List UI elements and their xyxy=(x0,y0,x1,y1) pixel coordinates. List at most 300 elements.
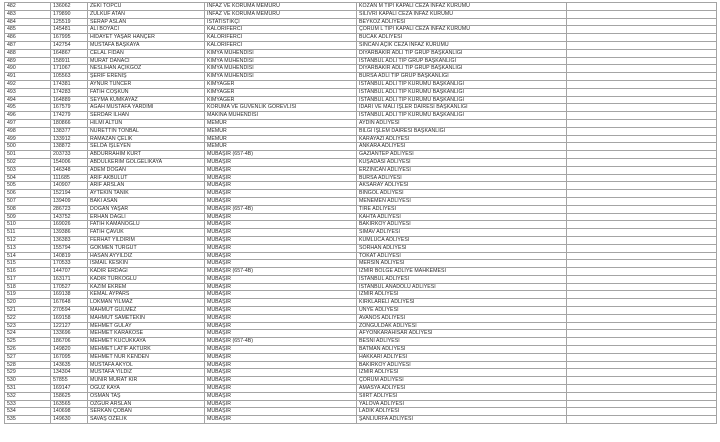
empty-cell xyxy=(567,268,717,276)
row-number: 508 xyxy=(5,205,51,213)
row-number: 524 xyxy=(5,330,51,338)
empty-cell xyxy=(567,18,717,26)
registry-number: 170533 xyxy=(51,260,88,268)
empty-cell xyxy=(567,127,717,135)
registry-number: 139409 xyxy=(51,197,88,205)
row-number: 497 xyxy=(5,119,51,127)
person-name: SELDA İŞLEYEN xyxy=(88,143,205,151)
empty-cell xyxy=(567,353,717,361)
person-name: İSMAİL KESKİN xyxy=(88,260,205,268)
row-number: 530 xyxy=(5,377,51,385)
institution-name: GAZİANTEP ADLİYESİ xyxy=(357,151,567,159)
empty-cell xyxy=(567,229,717,237)
position-title: MUBAŞİR xyxy=(205,299,357,307)
row-number: 484 xyxy=(5,18,51,26)
registry-number: 167095 xyxy=(51,353,88,361)
institution-name: İSTANBUL ADLİ TIP GRUP BAŞKANLIĞI xyxy=(357,57,567,65)
registry-number: 105563 xyxy=(51,73,88,81)
registry-number: 145481 xyxy=(51,26,88,34)
position-title: KORUMA VE GÜVENLİK GÖREVLİSİ xyxy=(205,104,357,112)
institution-name: SİLİVRİ KAPALI CEZA İNFAZ KURUMU xyxy=(357,10,567,18)
personnel-table-body xyxy=(5,3,717,424)
position-title: MEMUR xyxy=(205,135,357,143)
position-title: MUBAŞİR xyxy=(205,400,357,408)
institution-name: AVANOS ADLİYESİ xyxy=(357,314,567,322)
registry-number: 144707 xyxy=(51,268,88,276)
row-number: 517 xyxy=(5,275,51,283)
person-name: MEHMET KARAKÖSE xyxy=(88,330,205,338)
row-number: 498 xyxy=(5,127,51,135)
table-row xyxy=(5,299,717,307)
registry-number: 155794 xyxy=(51,244,88,252)
registry-number: 136062 xyxy=(51,3,88,11)
empty-cell xyxy=(567,307,717,315)
person-name: ARİF AKBULUT xyxy=(88,174,205,182)
table-row xyxy=(5,65,717,73)
person-name: RAMAZAN ÇELİK xyxy=(88,135,205,143)
empty-cell xyxy=(567,88,717,96)
row-number: 518 xyxy=(5,283,51,291)
row-number: 504 xyxy=(5,174,51,182)
table-row xyxy=(5,3,717,11)
registry-number: 286723 xyxy=(51,205,88,213)
table-row xyxy=(5,244,717,252)
empty-cell xyxy=(567,3,717,11)
institution-name: KARAYAZI ADLİYESİ xyxy=(357,135,567,143)
table-row xyxy=(5,416,717,424)
position-title: MUBAŞİR xyxy=(205,166,357,174)
empty-cell xyxy=(567,112,717,120)
registry-number: 138377 xyxy=(51,127,88,135)
table-row xyxy=(5,119,717,127)
position-title: MUBAŞİR xyxy=(205,244,357,252)
empty-cell xyxy=(567,244,717,252)
position-title: MUBAŞİR xyxy=(205,182,357,190)
position-title: MUBAŞİR xyxy=(205,283,357,291)
institution-name: İDARİ VE MALİ İŞLER DAİRESİ BAŞKANLIĞI xyxy=(357,104,567,112)
position-title: MUBAŞİR xyxy=(205,174,357,182)
row-number: 513 xyxy=(5,244,51,252)
empty-cell xyxy=(567,158,717,166)
table-row xyxy=(5,96,717,104)
empty-cell xyxy=(567,361,717,369)
row-number: 496 xyxy=(5,112,51,120)
position-title: MUBAŞİR xyxy=(205,221,357,229)
institution-name: ÜNYE ADLİYESİ xyxy=(357,307,567,315)
row-number: 493 xyxy=(5,88,51,96)
person-name: OSMAN TAŞ xyxy=(88,392,205,400)
registry-number: 149630 xyxy=(51,416,88,424)
position-title: İNFAZ VE KORUMA MEMURU xyxy=(205,3,357,11)
empty-cell xyxy=(567,213,717,221)
position-title: KİMYAGER xyxy=(205,96,357,104)
empty-cell xyxy=(567,338,717,346)
position-title: MUBAŞİR xyxy=(205,252,357,260)
registry-number: 167579 xyxy=(51,104,88,112)
person-name: MUSTAFA YILDIZ xyxy=(88,369,205,377)
registry-number: 134304 xyxy=(51,369,88,377)
registry-number: 186706 xyxy=(51,338,88,346)
empty-cell xyxy=(567,151,717,159)
row-number: 487 xyxy=(5,41,51,49)
institution-name: AFYONKARAHİSAR ADLİYESİ xyxy=(357,330,567,338)
empty-cell xyxy=(567,182,717,190)
institution-name: LADİK ADLİYESİ xyxy=(357,408,567,416)
table-row xyxy=(5,182,717,190)
empty-cell xyxy=(567,291,717,299)
table-row xyxy=(5,57,717,65)
position-title: MUBAŞİR xyxy=(205,236,357,244)
row-number: 526 xyxy=(5,346,51,354)
person-name: ŞERİF ERENIŞ xyxy=(88,73,205,81)
registry-number: 138872 xyxy=(51,143,88,151)
position-title: MUBAŞİR xyxy=(205,190,357,198)
person-name: GÖKMEN TURĞUT xyxy=(88,244,205,252)
institution-name: ÇORUM L TİPİ KAPALI CEZA İNFAZ KURUMU xyxy=(357,26,567,34)
person-name: MAHMUT GÜLMEZ xyxy=(88,307,205,315)
row-number: 491 xyxy=(5,73,51,81)
person-name: MEHMET LATİF AKTÜRK xyxy=(88,346,205,354)
person-name: SERAP ASLAN xyxy=(88,18,205,26)
institution-name: BATMAN ADLİYESİ xyxy=(357,346,567,354)
table-row xyxy=(5,213,717,221)
institution-name: BURSA ADLİYESİ xyxy=(357,174,567,182)
row-number: 534 xyxy=(5,408,51,416)
person-name: KAZIM EKREM xyxy=(88,283,205,291)
empty-cell xyxy=(567,166,717,174)
empty-cell xyxy=(567,73,717,81)
person-name: HASAN AYYILDIZ xyxy=(88,252,205,260)
position-title: KİMYA MÜHENDİSİ xyxy=(205,49,357,57)
table-row xyxy=(5,88,717,96)
table-row xyxy=(5,229,717,237)
position-title: MUBAŞİR xyxy=(205,197,357,205)
institution-name: HAKKARİ ADLİYESİ xyxy=(357,353,567,361)
registry-number: 111685 xyxy=(51,174,88,182)
position-title: MUBAŞİR xyxy=(205,158,357,166)
person-name: HİDAYET YAŞAR HANÇER xyxy=(88,34,205,42)
table-row xyxy=(5,338,717,346)
institution-name: ANKARA ADLİYESİ xyxy=(357,143,567,151)
position-title: MUBAŞİR xyxy=(205,392,357,400)
person-name: SAVAŞ ÖZELİK xyxy=(88,416,205,424)
row-number: 520 xyxy=(5,299,51,307)
registry-number: 133912 xyxy=(51,135,88,143)
table-row xyxy=(5,197,717,205)
table-row xyxy=(5,236,717,244)
person-name: FATİH KAMANOĞLU xyxy=(88,221,205,229)
table-row xyxy=(5,18,717,26)
empty-cell xyxy=(567,135,717,143)
empty-cell xyxy=(567,408,717,416)
position-title: MUBAŞİR xyxy=(205,361,357,369)
position-title: MUBAŞİR xyxy=(205,408,357,416)
person-name: ADEM DOĞAN xyxy=(88,166,205,174)
registry-number: 164867 xyxy=(51,49,88,57)
table-row xyxy=(5,330,717,338)
row-number: 533 xyxy=(5,400,51,408)
table-row xyxy=(5,314,717,322)
table-row xyxy=(5,127,717,135)
institution-name: BESNİ ADLİYESİ xyxy=(357,338,567,346)
person-name: KADİR ERDAĞI xyxy=(88,268,205,276)
person-name: KADİR TÜRKOĞLU xyxy=(88,275,205,283)
table-row xyxy=(5,353,717,361)
table-row xyxy=(5,283,717,291)
person-name: ZEKİ TOPCU xyxy=(88,3,205,11)
institution-name: TİRE ADLİYESİ xyxy=(357,205,567,213)
person-name: ALİ BOYACI xyxy=(88,26,205,34)
table-row xyxy=(5,104,717,112)
row-number: 502 xyxy=(5,158,51,166)
empty-cell xyxy=(567,377,717,385)
registry-number: 133696 xyxy=(51,330,88,338)
person-name: LOKMAN YILMAZ xyxy=(88,299,205,307)
institution-name: AMASYA ADLİYESİ xyxy=(357,385,567,393)
person-name: SERKAN ÇOBAN xyxy=(88,408,205,416)
person-name: FATİH COŞKUN xyxy=(88,88,205,96)
empty-cell xyxy=(567,221,717,229)
person-name: MEHMET GÜLAY xyxy=(88,322,205,330)
empty-cell xyxy=(567,174,717,182)
row-number: 515 xyxy=(5,260,51,268)
empty-cell xyxy=(567,314,717,322)
table-row xyxy=(5,174,717,182)
row-number: 529 xyxy=(5,369,51,377)
registry-number: 140819 xyxy=(51,252,88,260)
person-name: BAKİ ASAN xyxy=(88,197,205,205)
registry-number: 140698 xyxy=(51,408,88,416)
institution-name: İSTANBUL ADLİ TIP KURUMU BAŞKANLIĞI xyxy=(357,112,567,120)
position-title: MUBAŞİR xyxy=(205,385,357,393)
position-title: MUBAŞİR xyxy=(205,369,357,377)
row-number: 499 xyxy=(5,135,51,143)
row-number: 482 xyxy=(5,3,51,11)
row-number: 535 xyxy=(5,416,51,424)
empty-cell xyxy=(567,322,717,330)
registry-number: 158911 xyxy=(51,57,88,65)
table-row xyxy=(5,252,717,260)
person-name: NESLİHAN AÇIKGÖZ xyxy=(88,65,205,73)
institution-name: İZMİR BÖLGE ADLİYE MAHKEMESİ xyxy=(357,268,567,276)
table-row xyxy=(5,26,717,34)
row-number: 531 xyxy=(5,385,51,393)
table-row xyxy=(5,275,717,283)
table-row xyxy=(5,408,717,416)
institution-name: KUMLUCA ADLİYESİ xyxy=(357,236,567,244)
position-title: MUBAŞİR xyxy=(205,322,357,330)
table-row xyxy=(5,49,717,57)
position-title: MUBAŞİR (657-4B) xyxy=(205,338,357,346)
row-number: 483 xyxy=(5,10,51,18)
row-number: 500 xyxy=(5,143,51,151)
institution-name: ZONGULDAK ADLİYESİ xyxy=(357,322,567,330)
table-row xyxy=(5,307,717,315)
table-row xyxy=(5,268,717,276)
table-row xyxy=(5,221,717,229)
institution-name: ŞANLIURFA ADLİYESİ xyxy=(357,416,567,424)
position-title: İSTATİSTİKÇİ xyxy=(205,18,357,26)
institution-name: İSTANBUL ADLİ TIP KURUMU BAŞKANLIĞI xyxy=(357,96,567,104)
person-name: AYNUR TUNCER xyxy=(88,80,205,88)
table-row xyxy=(5,385,717,393)
table-row xyxy=(5,291,717,299)
person-name: MUSTAFA BAŞKAYA xyxy=(88,41,205,49)
row-number: 509 xyxy=(5,213,51,221)
person-name: HİLMİ ALTUN xyxy=(88,119,205,127)
position-title: MUBAŞİR xyxy=(205,307,357,315)
person-name: ZÜLKÜF ATAN xyxy=(88,10,205,18)
institution-name: ERZİNCAN ADLİYESİ xyxy=(357,166,567,174)
institution-name: BURSA ADLİ TIP GRUP BAŞKANLIĞI xyxy=(357,73,567,81)
person-name: FERHAT YILDIRIM xyxy=(88,236,205,244)
row-number: 503 xyxy=(5,166,51,174)
empty-cell xyxy=(567,299,717,307)
institution-name: AYDIN ADLİYESİ xyxy=(357,119,567,127)
table-row xyxy=(5,34,717,42)
empty-cell xyxy=(567,385,717,393)
registry-number: 174283 xyxy=(51,88,88,96)
registry-number: 163565 xyxy=(51,400,88,408)
table-row xyxy=(5,135,717,143)
table-row xyxy=(5,190,717,198)
registry-number: 143752 xyxy=(51,213,88,221)
table-row xyxy=(5,322,717,330)
empty-cell xyxy=(567,119,717,127)
registry-number: 203733 xyxy=(51,151,88,159)
empty-cell xyxy=(567,400,717,408)
institution-name: İZMİR ADLİYESİ xyxy=(357,291,567,299)
registry-number: 163171 xyxy=(51,275,88,283)
registry-number: 158625 xyxy=(51,392,88,400)
position-title: MAKİNA MÜHENDİSİ xyxy=(205,112,357,120)
row-number: 492 xyxy=(5,80,51,88)
position-title: MUBAŞİR (657-4B) xyxy=(205,268,357,276)
registry-number: 152194 xyxy=(51,190,88,198)
row-number: 506 xyxy=(5,190,51,198)
table-row xyxy=(5,41,717,49)
empty-cell xyxy=(567,346,717,354)
empty-cell xyxy=(567,57,717,65)
row-number: 488 xyxy=(5,49,51,57)
table-row xyxy=(5,205,717,213)
position-title: MUBAŞİR (657-4B) xyxy=(205,205,357,213)
institution-name: BİLGİ İŞLEM DAİRESİ BAŞKANLIĞI xyxy=(357,127,567,135)
person-name: OĞUZ KAYA xyxy=(88,385,205,393)
institution-name: YALOVA ADLİYESİ xyxy=(357,400,567,408)
row-number: 519 xyxy=(5,291,51,299)
empty-cell xyxy=(567,41,717,49)
registry-number: 164889 xyxy=(51,96,88,104)
registry-number: 136383 xyxy=(51,236,88,244)
person-name: ÖZGÜR ARSLAN xyxy=(88,400,205,408)
person-name: MAHMUT SAMETEKİN xyxy=(88,314,205,322)
empty-cell xyxy=(567,143,717,151)
institution-name: DİYARBAKIR ADLİ TIP GRUP BAŞKANLIĞI xyxy=(357,49,567,57)
empty-cell xyxy=(567,49,717,57)
registry-number: 169138 xyxy=(51,291,88,299)
row-number: 521 xyxy=(5,307,51,315)
position-title: KİMYAGER xyxy=(205,80,357,88)
table-row xyxy=(5,166,717,174)
institution-name: SİNCAN AÇIK CEZA İNFAZ KURUMU xyxy=(357,41,567,49)
table-row xyxy=(5,151,717,159)
person-name: ABDURRAHİM KURT xyxy=(88,151,205,159)
row-number: 510 xyxy=(5,221,51,229)
empty-cell xyxy=(567,369,717,377)
institution-name: DİYARBAKIR ADLİ TIP GRUP BAŞKANLIĞI xyxy=(357,65,567,73)
institution-name: KIRKLARELİ ADLİYESİ xyxy=(357,299,567,307)
registry-number: 171067 xyxy=(51,65,88,73)
person-name: MEHMET KUCUKKAYA xyxy=(88,338,205,346)
empty-cell xyxy=(567,197,717,205)
person-name: NURETTİN TONBAL xyxy=(88,127,205,135)
row-number: 490 xyxy=(5,65,51,73)
institution-name: KUŞADASI ADLİYESİ xyxy=(357,158,567,166)
table-row xyxy=(5,377,717,385)
registry-number: 57855 xyxy=(51,377,88,385)
personnel-table xyxy=(4,2,717,424)
empty-cell xyxy=(567,275,717,283)
institution-name: KOZAN M TİPİ KAPALI CEZA İNFAZ KURUMU xyxy=(357,3,567,11)
institution-name: MENEMEN ADLİYESİ xyxy=(357,197,567,205)
empty-cell xyxy=(567,205,717,213)
table-row xyxy=(5,369,717,377)
registry-number: 174381 xyxy=(51,80,88,88)
position-title: KALORİFERCİ xyxy=(205,41,357,49)
empty-cell xyxy=(567,26,717,34)
person-name: SERDAR İLHAN xyxy=(88,112,205,120)
row-number: 516 xyxy=(5,268,51,276)
position-title: İNFAZ VE KORUMA MEMURU xyxy=(205,10,357,18)
position-title: MEMUR xyxy=(205,143,357,151)
institution-name: SİMAV ADLİYESİ xyxy=(357,229,567,237)
table-row xyxy=(5,361,717,369)
table-row xyxy=(5,158,717,166)
position-title: MUBAŞİR (657-4B) xyxy=(205,151,357,159)
registry-number: 143635 xyxy=(51,361,88,369)
row-number: 505 xyxy=(5,182,51,190)
row-number: 512 xyxy=(5,236,51,244)
position-title: KALORİFERCİ xyxy=(205,34,357,42)
person-name: AYTEKİN TANIK xyxy=(88,190,205,198)
person-name: FATİH ÇAVUK xyxy=(88,229,205,237)
person-name: DOĞAN YAŞAR xyxy=(88,205,205,213)
table-row xyxy=(5,10,717,18)
institution-name: İSTANBUL ADLİ TIP KURUMU BAŞKANLIĞI xyxy=(357,88,567,96)
position-title: MUBAŞİR xyxy=(205,353,357,361)
row-number: 523 xyxy=(5,322,51,330)
registry-number: 169147 xyxy=(51,385,88,393)
person-name: MEHMET NUR KENDEN xyxy=(88,353,205,361)
institution-name: MERSİN ADLİYESİ xyxy=(357,260,567,268)
person-name: KEMAL AYPARS xyxy=(88,291,205,299)
row-number: 495 xyxy=(5,104,51,112)
row-number: 507 xyxy=(5,197,51,205)
table-row xyxy=(5,346,717,354)
position-title: MEMUR xyxy=(205,127,357,135)
empty-cell xyxy=(567,236,717,244)
position-title: MEMUR xyxy=(205,119,357,127)
empty-cell xyxy=(567,392,717,400)
institution-name: İSTANBUL ANADOLU ADLİYESİ xyxy=(357,283,567,291)
position-title: MUBAŞİR xyxy=(205,330,357,338)
empty-cell xyxy=(567,65,717,73)
empty-cell xyxy=(567,260,717,268)
registry-number: 169026 xyxy=(51,221,88,229)
row-number: 486 xyxy=(5,34,51,42)
person-name: MURAT DANACI xyxy=(88,57,205,65)
